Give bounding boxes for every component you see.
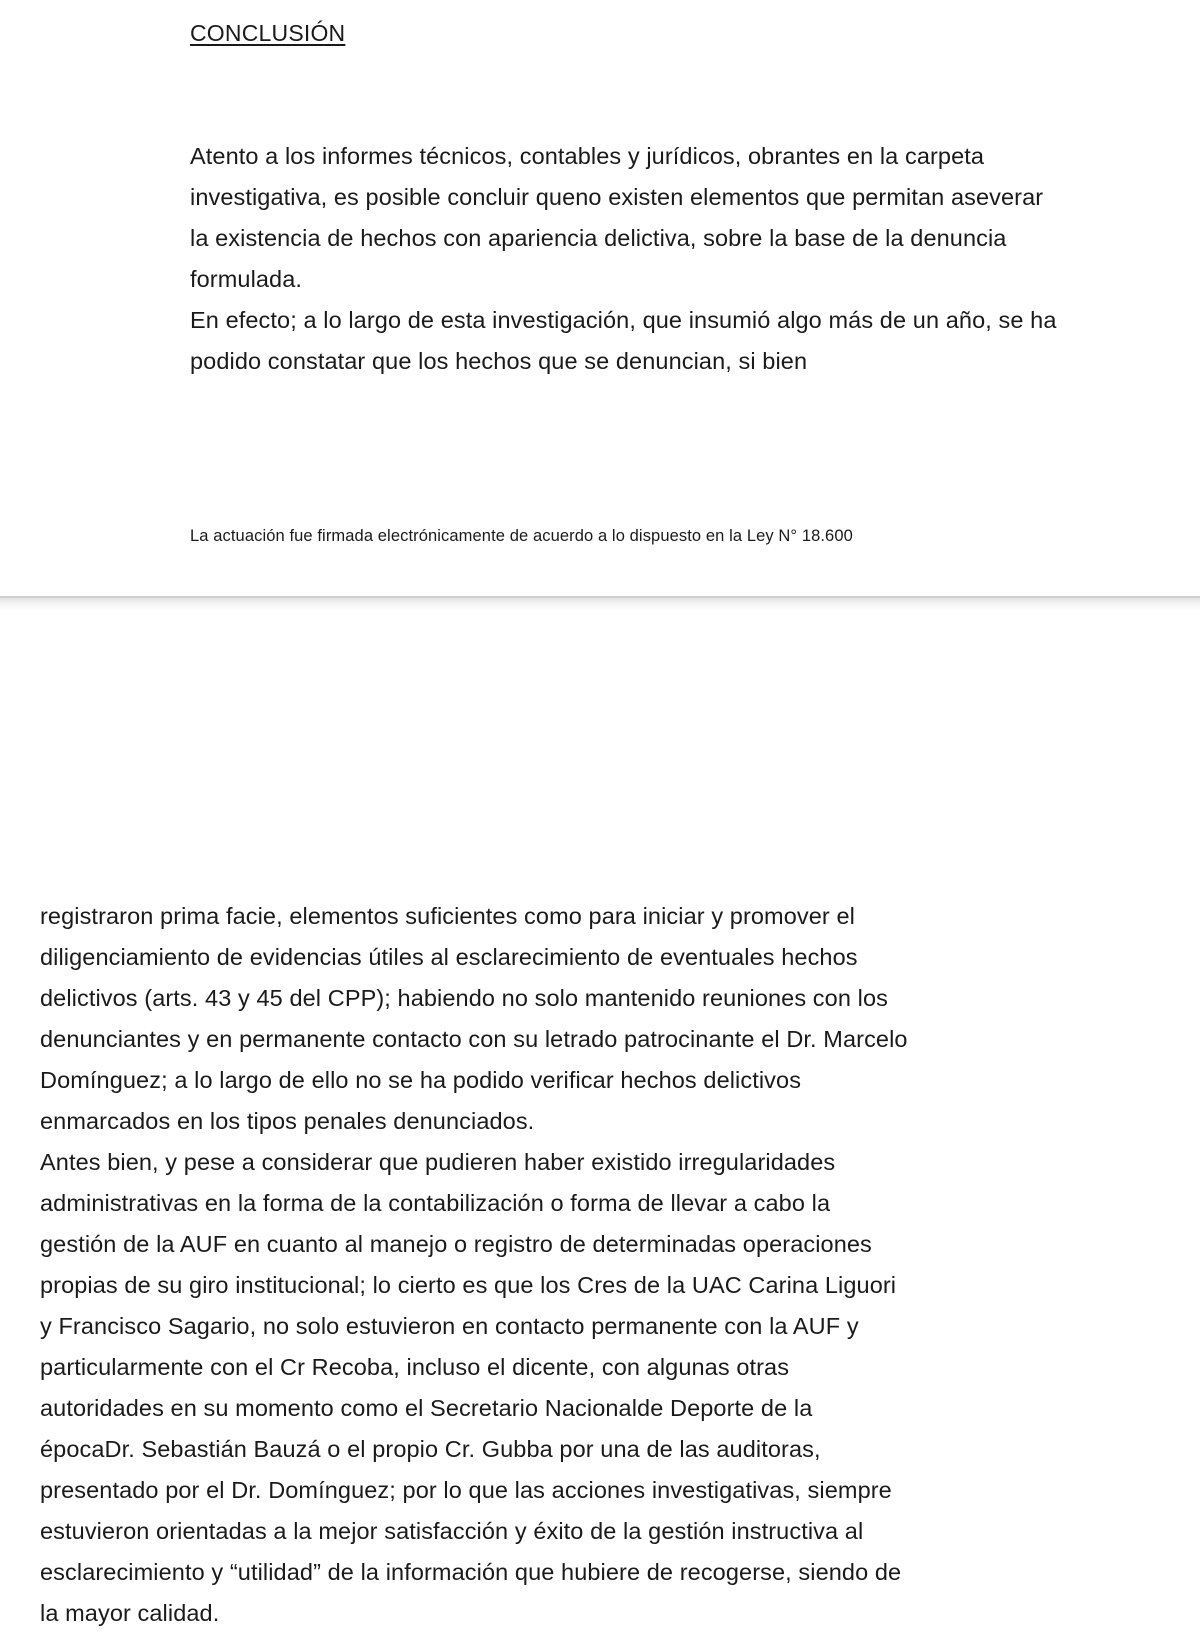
conclusion-paragraph bbox=[190, 136, 1150, 382]
paragraph-line: gestión de la AUF en cuanto al manejo o registro de determinadas operaciones bbox=[40, 1231, 872, 1257]
document-page-1 bbox=[0, 0, 1200, 596]
electronic-signature-note: La actuación fue firmada electrónicamente de acuerdo a lo dispuesto en la Ley N° 18.600 bbox=[190, 527, 853, 545]
paragraph-line: formulada. bbox=[190, 266, 303, 292]
paragraph-line: y Francisco Sagario, no solo estuvieron en contacto permanente con la AUF y bbox=[40, 1313, 859, 1339]
paragraph-line: En efecto; a lo largo de esta investigación, que insumió algo más de un año, se ha bbox=[190, 307, 1057, 333]
paragraph-line: registraron prima facie, elementos suficientes como para iniciar y promover el bbox=[40, 903, 855, 929]
paragraph-line: particularmente con el Cr Recoba, incluso el dicente, con algunas otras bbox=[40, 1354, 790, 1380]
paragraph-line: investigativa, es posible concluir queno existen elementos que permitan aseverar bbox=[190, 184, 1044, 210]
paragraph-line: Antes bien, y pese a considerar que pudieren haber existido irregularidades bbox=[40, 1149, 836, 1175]
document-page-2 bbox=[0, 610, 1200, 1648]
paragraph-line: autoridades en su momento como el Secretario Nacionalde Deporte de la bbox=[40, 1395, 813, 1421]
paragraph-line: estuvieron orientadas a la mejor satisfacción y éxito de la gestión instructiva al bbox=[40, 1518, 864, 1544]
paragraph-line: denunciantes y en permanente contacto con su letrado patrocinante el Dr. Marcelo bbox=[40, 1026, 908, 1052]
section-heading: CONCLUSIÓN bbox=[190, 20, 346, 46]
continuation-paragraph bbox=[40, 896, 1160, 1634]
paragraph-line: delictivos (arts. 43 y 45 del CPP); habiendo no solo mantenido reuniones con los bbox=[40, 985, 888, 1011]
paragraph-line: propias de su giro institucional; lo cierto es que los Cres de la UAC Carina Liguori bbox=[40, 1272, 897, 1298]
paragraph-line: Domínguez; a lo largo de ello no se ha podido verificar hechos delictivos bbox=[40, 1067, 802, 1093]
page-divider bbox=[0, 596, 1200, 610]
paragraph-line: esclarecimiento y “utilidad” de la información que hubiere de recogerse, siendo de bbox=[40, 1559, 902, 1585]
paragraph-line: la existencia de hechos con apariencia delictiva, sobre la base de la denuncia bbox=[190, 225, 1007, 251]
paragraph-line: administrativas en la forma de la contabilización o forma de llevar a cabo la bbox=[40, 1190, 831, 1216]
paragraph-line: Atento a los informes técnicos, contables y jurídicos, obrantes en la carpeta bbox=[190, 143, 985, 169]
paragraph-line: épocaDr. Sebastián Bauzá o el propio Cr. Gubba por una de las auditoras, bbox=[40, 1436, 821, 1462]
paragraph-line: enmarcados en los tipos penales denunciados. bbox=[40, 1108, 535, 1134]
paragraph-line: la mayor calidad. bbox=[40, 1600, 220, 1626]
paragraph-line: presentado por el Dr. Domínguez; por lo que las acciones investigativas, siempre bbox=[40, 1477, 892, 1503]
paragraph-line: podido constatar que los hechos que se denuncian, si bien bbox=[190, 348, 808, 374]
paragraph-line: diligenciamiento de evidencias útiles al esclarecimiento de eventuales hechos bbox=[40, 944, 858, 970]
